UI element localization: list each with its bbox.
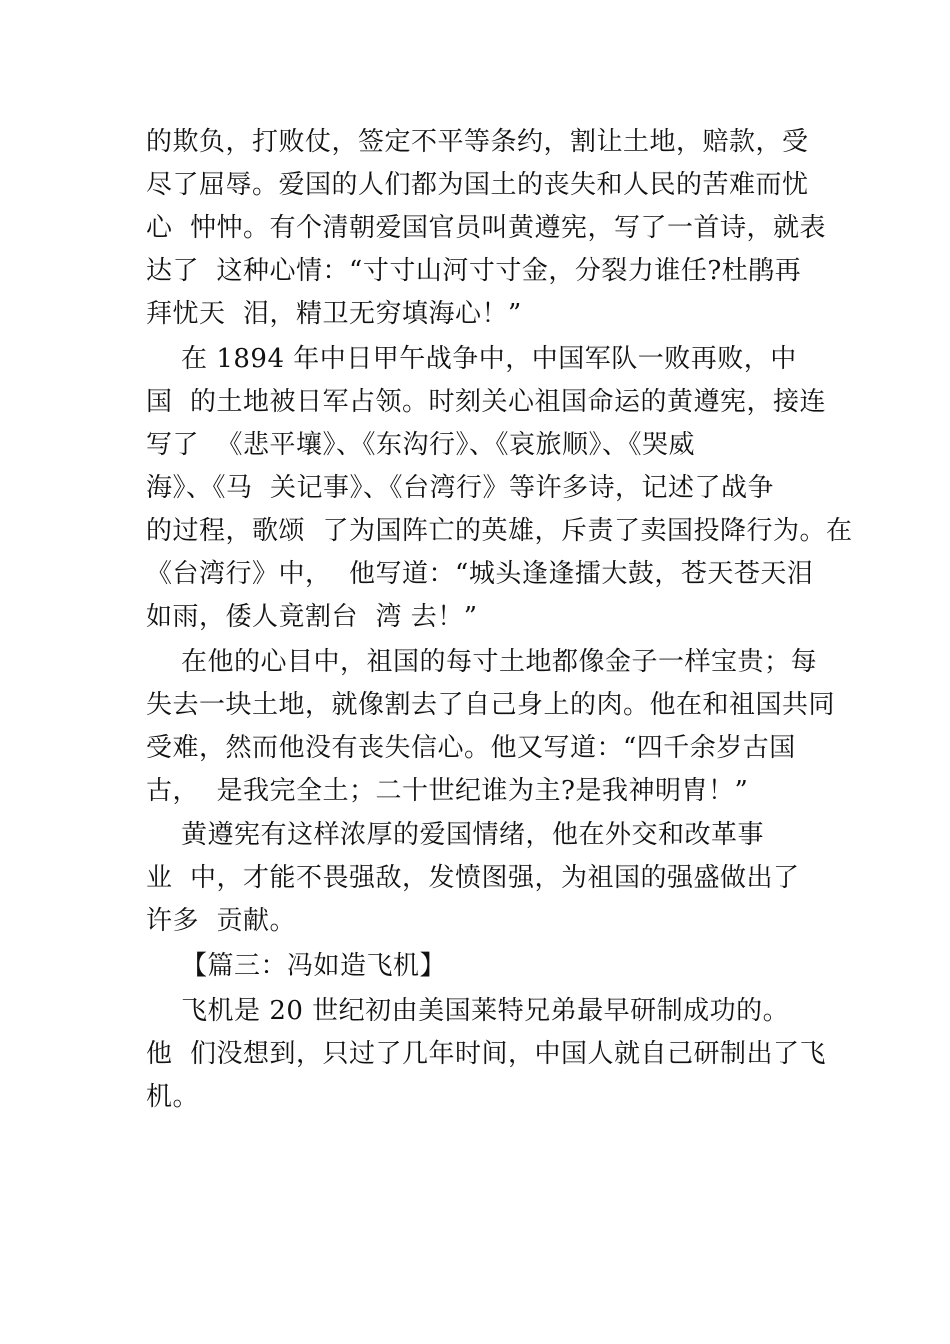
text-line: 达了 这种心情：“寸寸山河寸寸金，分裂力谁任?杜鹃再 [146,256,802,286]
text-line: 他 们没想到，只过了几年时间，中国人就自己研制出了飞 [146,1039,827,1069]
text-line: 失去一块土地，就像割去了自己身上的肉。他在和祖国共同 [146,690,836,720]
text-line: 写了 《悲平壤》、《东沟行》、《哀旅顺》、《哭威 [146,430,696,460]
text-line: 在他的心目中，祖国的每寸土地都像金子一样宝贵；每 [146,647,818,677]
text-line: 在 1894 年中日甲午战争中，中国军队一败再败，中 [146,344,797,374]
text-line: 古， 是我完全土；二十世纪谁为主?是我神明胄！” [146,776,749,806]
text-line: 拜忧天 泪，精卫无穷填海心！” [146,299,522,329]
text-line: 飞机是 20 世纪初由美国莱特兄弟最早研制成功的。 [146,996,790,1026]
text-line: 的欺负，打败仗，签定不平等条约，割让土地，赔款，受 [146,127,809,157]
text-line: 业 中，才能不畏强敌，发愤图强，为祖国的强盛做出了 [146,863,800,893]
section-heading: 【篇三：冯如造飞机】 [146,951,447,981]
text-line: 尽了屈辱。爱国的人们都为国土的丧失和人民的苦难而忧 [146,170,809,200]
text-line: 许多 贡献。 [146,906,297,936]
text-line: 黄遵宪有这样浓厚的爱国情绪，他在外交和改革事 [146,820,765,850]
text-line: 机。 [146,1082,200,1112]
text-line: 《台湾行》中， 他写道：“城头逢逢擂大鼓，苍天苍天泪 [146,559,814,589]
text-line: 受难，然而他没有丧失信心。他又写道：“四千余岁古国 [146,733,796,763]
text-line: 海》、《马 关记事》、《台湾行》等许多诗，记述了战争 [146,473,775,503]
text-line: 心 忡忡。有个清朝爱国官员叫黄遵宪，写了一首诗，就表 [146,213,827,243]
text-line: 国 的土地被日军占领。时刻关心祖国命运的黄遵宪，接连 [146,387,827,417]
text-line: 如雨，倭人竟割台 湾 去！” [146,602,478,632]
text-line: 的过程，歌颂 了为国阵亡的英雄，斥责了卖国投降行为。在 [146,516,853,546]
